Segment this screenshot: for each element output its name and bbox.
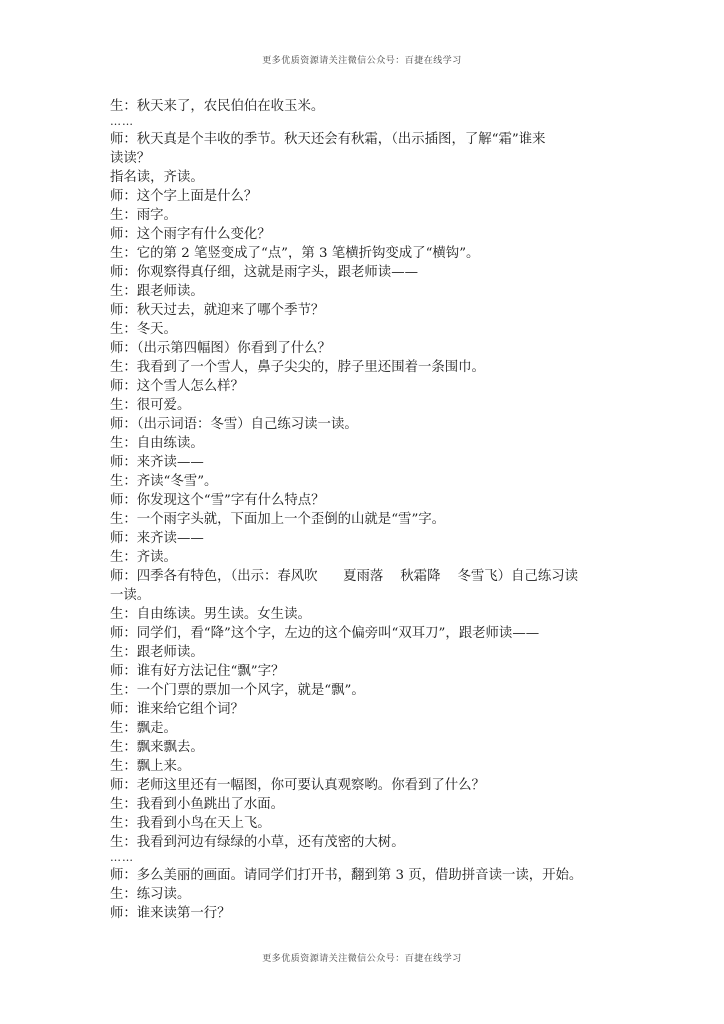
text-line: 一读。	[110, 588, 151, 603]
document-body	[110, 97, 620, 923]
text-line: 师：来齐读——	[110, 531, 204, 546]
text-line: 生：一个门票的票加一个风字，就是“飘”。	[110, 683, 365, 698]
text-line: 生：很可爱。	[110, 398, 191, 413]
text-line: 师：秋天真是个丰收的季节。秋天还会有秋霜，（出示插图，了解“霜”谁来	[110, 132, 546, 147]
text-line: 生：一个雨字头就，下面加上一个歪倒的山就是“雪”字。	[110, 512, 446, 527]
text-line: 生：练习读。	[110, 887, 191, 902]
text-line: 生：我看到小鸟在天上飞。	[110, 816, 271, 831]
text-line: 生：雨字。	[110, 208, 177, 223]
ellipsis-line: ……	[110, 115, 134, 128]
text-line: 师：（出示第四幅图）你看到了什么？	[110, 341, 331, 356]
text-line: 生：自由练读。	[110, 436, 204, 451]
text-line: 师：老师这里还有一幅图，你可要认真观察哟。你看到了什么？	[110, 778, 485, 793]
text-line: 生：自由练读。男生读。女生读。	[110, 607, 311, 622]
text-line: 生：我看到河边有绿绿的小草，还有茂密的大树。	[110, 835, 405, 850]
text-line: 生：飘上来。	[110, 759, 191, 774]
text-line: 生：跟老师读。	[110, 284, 204, 299]
text-line: 生：冬天。	[110, 322, 177, 337]
text-line: 指名读，齐读。	[110, 170, 204, 185]
text-line: 生：秋天来了，农民伯伯在收玉米。	[110, 99, 325, 114]
text-line: 师：这个雨字有什么变化？	[110, 227, 271, 242]
text-line: 师：四季各有特色，（出示：春风吹 夏雨落 秋霜降 冬雪飞）自己练习读	[110, 569, 578, 584]
text-line: 生：跟老师读。	[110, 645, 204, 660]
text-line: 生：飘走。	[110, 721, 177, 736]
text-line: 生：我看到小鱼跳出了水面。	[110, 797, 285, 812]
text-line: 师：来齐读——	[110, 455, 204, 470]
text-line: 师：这个雪人怎么样？	[110, 379, 244, 394]
ellipsis-line: ……	[110, 851, 134, 864]
text-line: 师：同学们，看“降”这个字，左边的这个偏旁叫“双耳刀”，跟老师读——	[110, 626, 540, 641]
text-line: 读读？	[110, 151, 151, 166]
text-line: 生：它的第 2 笔竖变成了“点”，第 3 笔横折钩变成了“横钩”。	[110, 246, 480, 261]
text-line: 师：谁有好方法记住“飘”字？	[110, 664, 285, 679]
text-line: 师：（出示词语：冬雪）自己练习读一读。	[110, 417, 358, 432]
text-line: 师：这个字上面是什么？	[110, 189, 258, 204]
page-header: 更多优质资源请关注微信公众号：百捷在线学习	[262, 56, 462, 66]
text-line: 师：你观察得真仔细，这就是雨字头，跟老师读——	[110, 265, 418, 280]
text-line: 生：我看到了一个雪人，鼻子尖尖的，脖子里还围着一条围巾。	[110, 360, 485, 375]
text-line: 师：谁来给它组个词？	[110, 702, 244, 717]
text-line: 师：多么美丽的画面。请同学们打开书，翻到第 3 页，借助拼音读一读，开始。	[110, 868, 583, 883]
page-footer: 更多优质资源请关注微信公众号：百捷在线学习	[262, 954, 462, 964]
text-line: 生：飘来飘去。	[110, 740, 204, 755]
text-line: 师：秋天过去，就迎来了哪个季节？	[110, 303, 325, 318]
text-line: 生：齐读“冬雪”。	[110, 474, 218, 489]
text-line: 师：你发现这个“雪”字有什么特点？	[110, 493, 325, 508]
text-line: 师：谁来读第一行？	[110, 906, 231, 921]
text-line: 生：齐读。	[110, 550, 177, 565]
